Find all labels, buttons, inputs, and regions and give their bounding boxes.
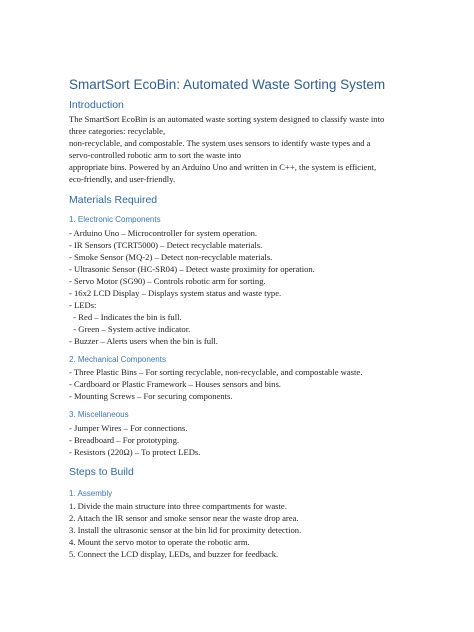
subheading-misc: 3. Miscellaneous bbox=[69, 410, 129, 419]
heading-steps: Steps to Build bbox=[69, 466, 134, 478]
list-item: - Green – System active indicator. bbox=[69, 324, 191, 334]
intro-line: servo-controlled robotic arm to sort the waste into bbox=[69, 150, 242, 160]
intro-line: appropriate bins. Powered by an Arduino Uno and written in C++, the system is efficient, bbox=[69, 162, 377, 172]
intro-line: non-recyclable, and compostable. The system uses sensors to identify waste types and a bbox=[69, 138, 371, 148]
subheading-assembly: 1. Assembly bbox=[69, 489, 113, 498]
subheading-electronic: 1. Electronic Components bbox=[69, 215, 161, 224]
list-item: - Smoke Sensor (MQ-2) – Detect non-recyclable materials. bbox=[69, 252, 273, 262]
list-item: - Jumper Wires – For connections. bbox=[69, 423, 188, 433]
subheading-mechanical: 2. Mechanical Components bbox=[69, 355, 166, 364]
list-item: - Servo Motor (SG90) – Controls robotic arm for sorting. bbox=[69, 276, 266, 286]
list-item: - Buzzer – Alerts users when the bin is full. bbox=[69, 336, 218, 346]
list-item: - LEDs: bbox=[69, 300, 97, 310]
list-item: - Resistors (220Ω) – To protect LEDs. bbox=[69, 447, 201, 457]
list-item: 1. Divide the main structure into three compartments for waste. bbox=[69, 501, 287, 511]
list-item: 3. Install the ultrasonic sensor at the bin lid for proximity detection. bbox=[69, 525, 302, 535]
document-title: SmartSort EcoBin: Automated Waste Sorting System bbox=[69, 77, 386, 92]
list-item: - Arduino Uno – Microcontroller for system operation. bbox=[69, 228, 258, 238]
list-item: - IR Sensors (TCRT5000) – Detect recyclable materials. bbox=[69, 240, 263, 250]
list-item: - Red – Indicates the bin is full. bbox=[69, 312, 182, 322]
list-item: - Three Plastic Bins – For sorting recyclable, non-recyclable, and compostable waste. bbox=[69, 367, 363, 377]
heading-materials: Materials Required bbox=[69, 194, 158, 206]
list-item: - Cardboard or Plastic Framework – Houses sensors and bins. bbox=[69, 379, 281, 389]
heading-introduction: Introduction bbox=[69, 99, 124, 111]
intro-line: eco-friendly, and user-friendly. bbox=[69, 174, 176, 184]
list-item: 2. Attach the IR sensor and smoke sensor near the waste drop area. bbox=[69, 513, 299, 523]
list-item: - Mounting Screws – For securing components. bbox=[69, 391, 233, 401]
list-item: - Ultrasonic Sensor (HC-SR04) – Detect waste proximity for operation. bbox=[69, 264, 315, 274]
list-item: - Breadboard – For prototyping. bbox=[69, 435, 180, 445]
list-item: 4. Mount the servo motor to operate the robotic arm. bbox=[69, 537, 250, 547]
list-item: - 16x2 LCD Display – Displays system status and waste type. bbox=[69, 288, 282, 298]
list-item: 5. Connect the LCD display, LEDs, and buzzer for feedback. bbox=[69, 549, 279, 559]
intro-line: three categories: recyclable, bbox=[69, 126, 166, 136]
intro-line: The SmartSort EcoBin is an automated waste sorting system designed to classify waste into bbox=[69, 114, 385, 124]
